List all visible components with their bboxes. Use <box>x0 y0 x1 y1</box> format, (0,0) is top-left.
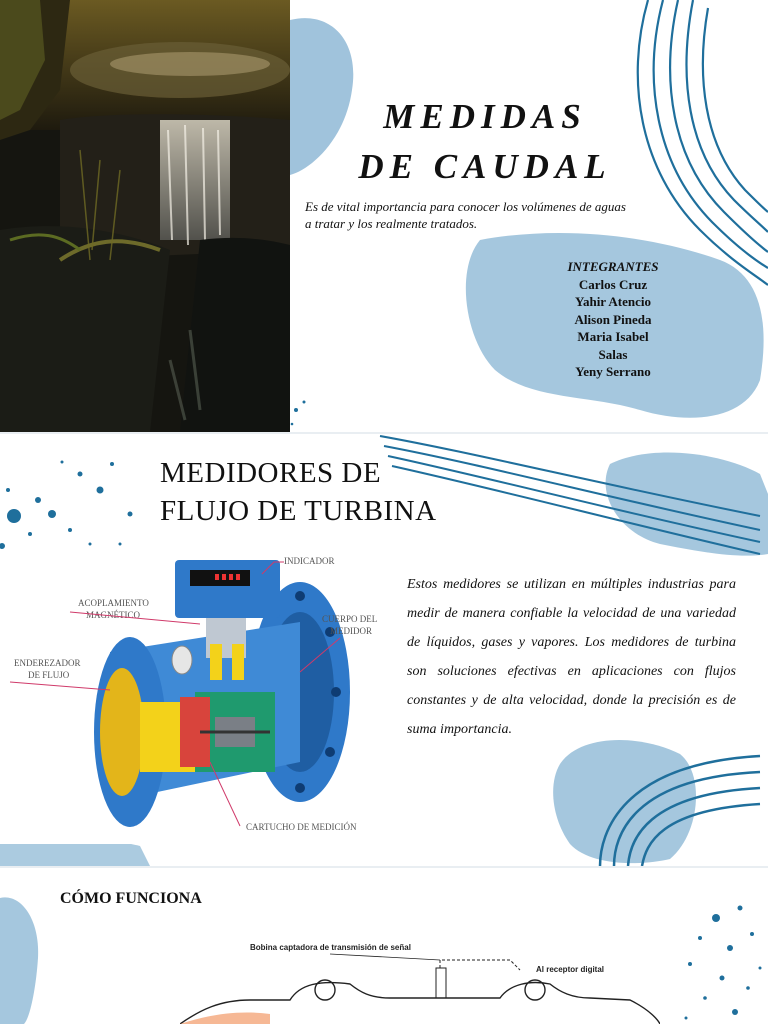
slide-how-it-works <box>0 868 768 1024</box>
label-indicador: INDICADOR <box>284 556 335 566</box>
waterfall-photo <box>0 0 290 432</box>
team-member: Salas <box>598 346 628 362</box>
label-receptor: Al receptor digital <box>536 965 605 974</box>
label-acoplamiento: ACOPLAMIENTO <box>78 598 149 608</box>
team-member: Yahir Atencio <box>575 294 651 309</box>
label-cartucho: CARTUCHO DE MEDICIÓN <box>246 822 357 832</box>
label-enderezador-2: DE FLUJO <box>28 670 70 680</box>
label-enderezador: ENDEREZADOR <box>14 658 81 668</box>
title-line-2: DE CAUDAL <box>358 147 612 186</box>
section-title: CÓMO FUNCIONA <box>60 890 202 907</box>
body-text: Estos medidores se utilizan en múltiples industrias para medir de manera confiable la velocidad de una variedad de líquidos, gases y vapores. Los medidores de turbina son soluciones efectivas en aplicaciones con flujos constantes y de alta velocidad, donde la precisión es de suma importancia. <box>407 577 736 737</box>
team-heading: INTEGRANTES <box>567 259 659 274</box>
label-cuerpo: CUERPO DEL <box>322 614 378 624</box>
label-bobina: Bobina captadora de transmisión de señal <box>250 943 411 952</box>
label-cuerpo-2: MEDIDOR <box>330 626 372 636</box>
slide-turbine <box>0 434 768 866</box>
section-title <box>160 454 437 530</box>
label-acoplamiento-2: MAGNÉTICO <box>86 610 140 620</box>
title-line-1: MEDIDAS <box>383 97 587 136</box>
team-member: Maria Isabel <box>577 329 649 344</box>
title-line-1: MEDIDORES DE <box>160 457 382 489</box>
team-member: Alison Pineda <box>574 311 652 327</box>
subtitle: Es de vital importancia para conocer los volúmenes de aguas a tratar y los realmente tratados. <box>305 199 626 231</box>
turbine-meter-diagram <box>0 552 410 844</box>
team-member: Yeny Serrano <box>575 364 651 379</box>
team-member: Carlos Cruz <box>578 276 648 292</box>
page-title <box>330 92 640 192</box>
team-list <box>540 258 686 381</box>
turbine-operation-diagram <box>180 940 660 1024</box>
slide-title <box>0 0 768 432</box>
title-line-2: FLUJO DE TURBINA <box>160 495 437 527</box>
